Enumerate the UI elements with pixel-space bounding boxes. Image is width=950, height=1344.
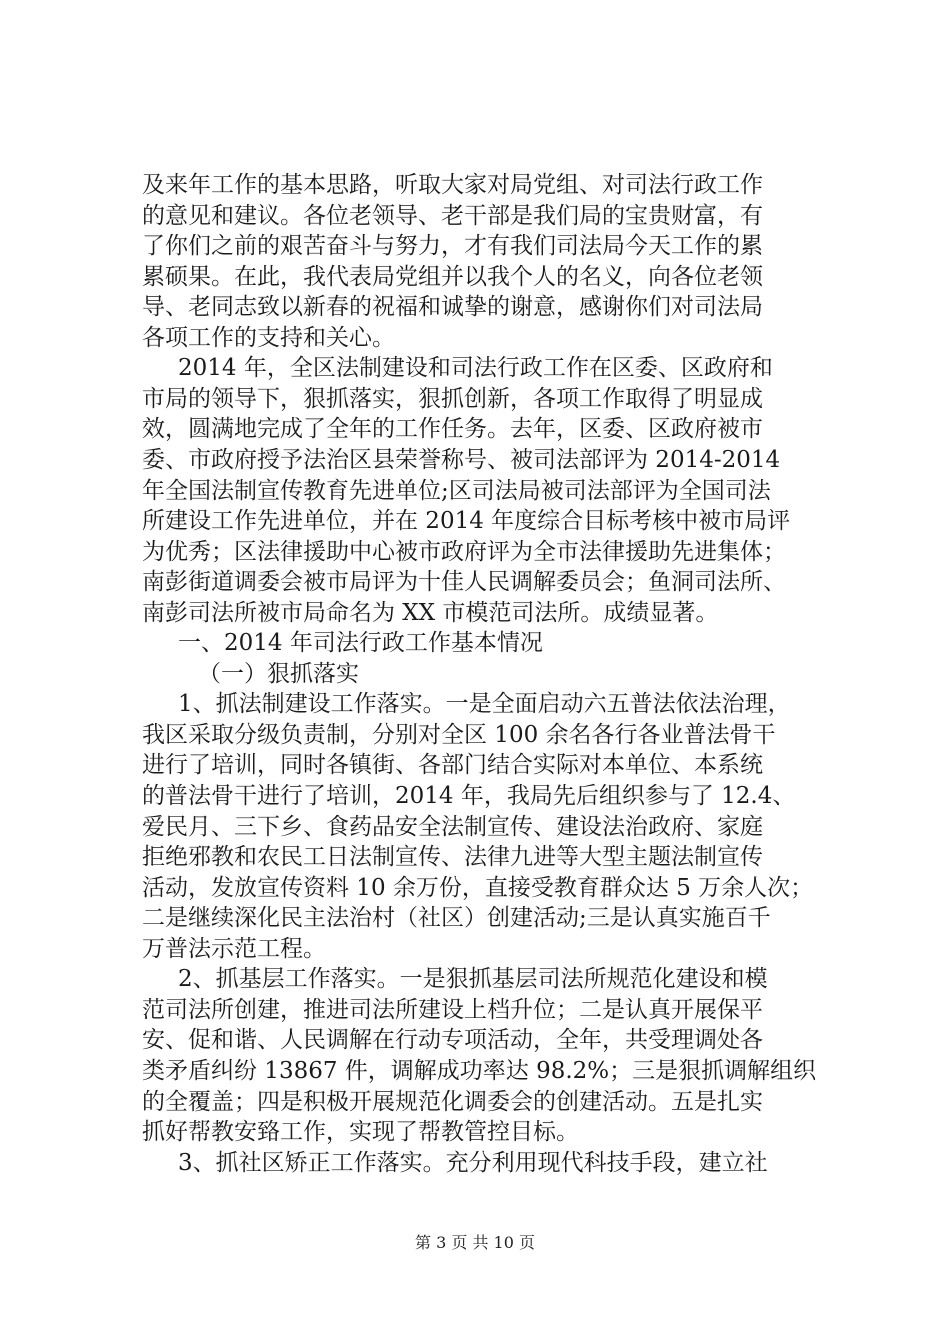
text-line (0, 199, 950, 233)
text-line-content: 的全覆盖；四是积极开展规范化调委会的创建活动。五是扎实 (142, 1088, 763, 1115)
text-line-content: 导、老同志致以新春的祝福和诚挚的谢意，感谢你们对司法局 (142, 294, 763, 321)
text-line-content: 委、市政府授予法治区县荣誉称号、被司法部评为 2014-2014 (142, 446, 781, 473)
text-line-content: 及来年工作的基本思路，听取大家对局党组、对司法行政工作 (142, 172, 763, 198)
text-line-content: 进行了培训，同时各镇街、各部门结合实际对本单位、本系统 (142, 752, 763, 779)
text-line (0, 810, 950, 844)
text-line-content: 抓好帮教安臵工作，实现了帮教管控目标。 (142, 1119, 579, 1146)
text-line-content: 类矛盾纠纷 13867 件，调解成功率达 98.2%；三是狠抓调解组织 (142, 1057, 817, 1084)
text-line-content: 我区采取分级负责制，分别对全区 100 余名各行各业普法骨干 (142, 721, 776, 748)
text-line (0, 687, 950, 721)
text-line (0, 1115, 950, 1149)
text-line-content: 效，圆满地完成了全年的工作任务。去年，区委、区政府被市 (142, 416, 763, 443)
text-line-content: 南彭司法所被市局命名为 XX 市模范司法所。成绩显著。 (142, 599, 719, 626)
text-line-content: 了你们之前的艰苦奋斗与努力，才有我们司法局今天工作的累 (142, 233, 763, 260)
text-line (0, 962, 950, 996)
text-line (0, 901, 950, 935)
text-line (0, 626, 950, 660)
text-line-content: 为优秀；区法律援助中心被市政府评为全市法律援助先进集体； (142, 538, 786, 565)
text-line (0, 351, 950, 385)
text-line-content: 一、2014 年司法行政工作基本情况 (178, 630, 543, 657)
text-line (0, 779, 950, 813)
text-line-content: （一）狠抓落实 (198, 660, 359, 687)
text-line (0, 718, 950, 752)
text-line-content: 各项工作的支持和关心。 (142, 324, 395, 351)
text-line-content: 2014 年，全区法制建设和司法行政工作在区委、区政府和 (178, 355, 773, 382)
text-line-content: 南彭街道调委会被市局评为十佳人民调解委员会；鱼洞司法所、 (142, 569, 786, 596)
text-line-content: 范司法所创建，推进司法所建设上档升位；二是认真开展保平 (142, 996, 763, 1023)
text-line (0, 229, 950, 263)
text-line (0, 840, 950, 874)
text-line (0, 565, 950, 599)
text-line-content: 所建设工作先进单位，并在 2014 年度综合目标考核中被市局评 (142, 508, 791, 535)
text-line (0, 535, 950, 569)
text-line (0, 412, 950, 446)
text-line (0, 1054, 950, 1088)
text-line-content: 累硕果。在此，我代表局党组并以我个人的名义，向各位老领 (142, 263, 763, 290)
text-line (0, 474, 950, 508)
text-line (0, 1085, 950, 1119)
text-line (0, 168, 950, 202)
text-line-content: 3、抓社区矫正工作落实。充分利用现代科技手段，建立社 (178, 1149, 768, 1176)
text-line-content: 2、抓基层工作落实。一是狠抓基层司法所规范化建设和模 (178, 966, 768, 993)
text-line (0, 596, 950, 630)
text-line-content: 二是继续深化民主法治村（社区）创建活动;三是认真实施百千 (142, 905, 771, 932)
text-line (0, 260, 950, 294)
text-line (0, 382, 950, 416)
text-line (0, 1023, 950, 1057)
page-footer: 第 3 页 共 10 页 (415, 1233, 535, 1252)
text-line-content: 爱民月、三下乡、食药品安全法制宣传、建设法治政府、家庭 (142, 813, 763, 840)
text-line (0, 290, 950, 324)
text-line (0, 871, 950, 905)
text-line-content: 年全国法制宣传教育先进单位;区司法局被司法部评为全国司法 (142, 477, 771, 504)
text-line-content: 拒绝邪教和农民工日法制宣传、法律九进等大型主题法制宣传 (142, 844, 763, 871)
text-line-content: 万普法示范工程。 (142, 935, 326, 962)
text-line (0, 932, 950, 966)
text-line (0, 993, 950, 1027)
text-line-content: 活动，发放宣传资料 10 余万份，直接受教育群众达 5 万余人次； (142, 874, 814, 901)
text-line (0, 321, 950, 355)
text-line (0, 443, 950, 477)
text-line (0, 748, 950, 782)
text-line-content: 的普法骨干进行了培训，2014 年，我局先后组织参与了 12.4、 (142, 783, 796, 809)
text-line-content: 1、抓法制建设工作落实。一是全面启动六五普法依法治理， (178, 691, 791, 718)
text-line-content: 的意见和建议。各位老领导、老干部是我们局的宝贵财富，有 (142, 202, 763, 229)
text-line (0, 657, 950, 691)
text-line (0, 504, 950, 538)
text-line-content: 安、促和谐、人民调解在行动专项活动，全年，共受理调处各 (142, 1027, 763, 1054)
text-line-content: 市局的领导下，狠抓落实，狠抓创新，各项工作取得了明显成 (142, 385, 763, 412)
text-line (0, 1146, 950, 1180)
